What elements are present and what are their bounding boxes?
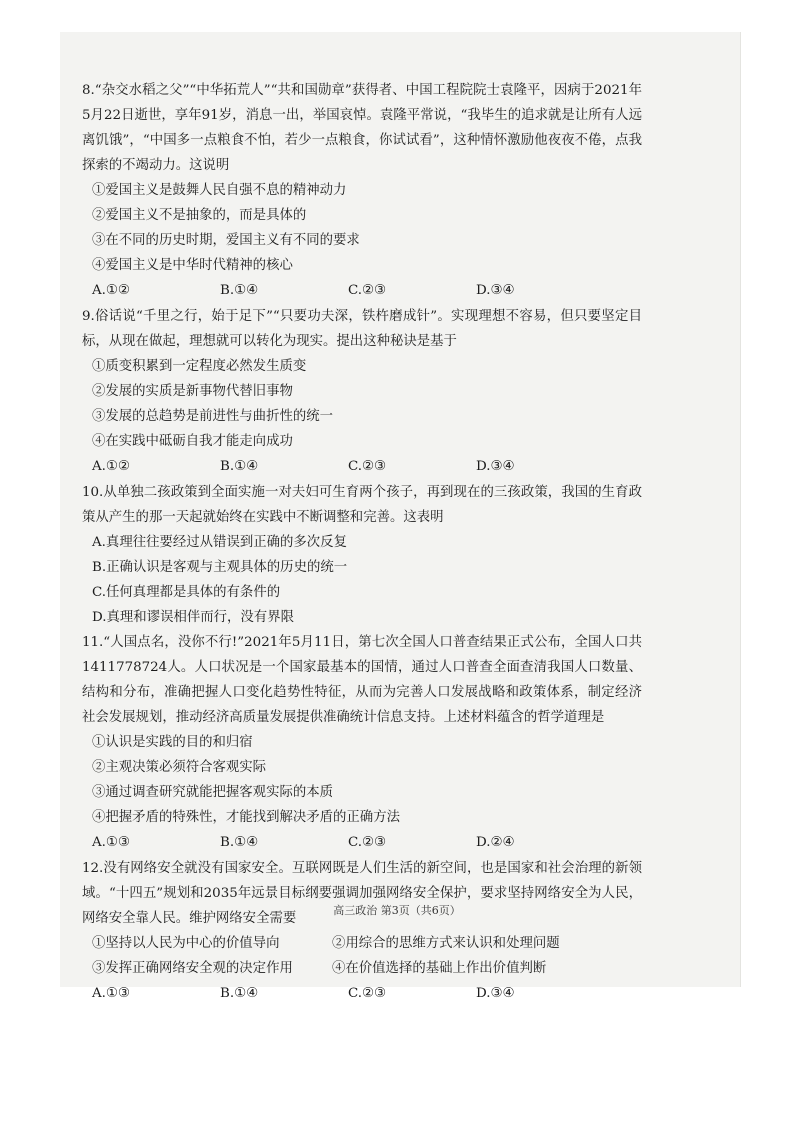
- choice-a: A.①③: [92, 835, 130, 850]
- choice-a: A.①③: [92, 986, 130, 1001]
- answer-choices: [82, 278, 642, 303]
- choice-a: A.①②: [92, 459, 130, 474]
- choice-b: B.①④: [220, 283, 259, 298]
- exam-content: [82, 78, 642, 1007]
- question-stem: 10.从单独二孩政策到全面实施一对夫妇可生育两个孩子，再到现在的三孩政策，我国的生育政策从产生的那一天起就始终在实践中不断调整和完善。这表明: [82, 485, 642, 525]
- choice-d: D.②④: [476, 835, 515, 850]
- answer-option-d: D.真理和谬误相伴而行，没有界限: [92, 610, 294, 625]
- choice-b: B.①④: [220, 459, 259, 474]
- question-10: [82, 480, 642, 630]
- question-12: [82, 856, 642, 1006]
- question-8: [82, 78, 642, 303]
- statement-option: ①认识是实践的目的和归宿: [92, 735, 253, 750]
- statement-option: ①坚持以人民为中心的价值导向: [92, 936, 280, 951]
- statement-option: ③发挥正确网络安全观的决定作用: [92, 961, 293, 976]
- choice-c: C.②③: [348, 283, 387, 298]
- statement-option: ③发展的总趋势是前进性与曲折性的统一: [92, 409, 334, 424]
- answer-option-c: C.任何真理都是具体的有条件的: [92, 585, 281, 600]
- question-stem: 8.“杂交水稻之父”“中华拓荒人”“共和国勋章”获得者、中国工程院院士袁隆平，因病于2021年5月22日逝世，享年91岁，消息一出，举国哀悼。袁隆平常说，“我毕生的追求就是让所有人远离饥饿”，“中国多一点粮食不怕，若少一点粮食，你试试看”，这种情怀激励他夜夜不倦，点我探索的不竭动力。这说明: [82, 83, 642, 173]
- question-9: [82, 304, 642, 479]
- choice-b: B.①④: [220, 986, 259, 1001]
- statement-option: ④把握矛盾的特殊性，才能找到解决矛盾的正确方法: [92, 810, 400, 825]
- statement-option: ②发展的实质是新事物代替旧事物: [92, 384, 293, 399]
- statement-option: ②爱国主义不是抽象的，而是具体的: [92, 208, 307, 223]
- answer-choices: [82, 981, 642, 1006]
- statement-option: ②用综合的思维方式来认识和处理问题: [332, 936, 560, 951]
- statement-row: [82, 931, 642, 956]
- question-11: [82, 630, 642, 855]
- answer-option-a: A.真理往往要经过从错误到正确的多次反复: [92, 535, 347, 550]
- question-stem: 9.俗话说“千里之行，始于足下”“只要功夫深，铁杵磨成针”。实现理想不容易，但只要坚定目标，从现在做起，理想就可以转化为现实。提出这种秘诀是基于: [82, 309, 642, 349]
- statement-option: ④爱国主义是中华时代精神的核心: [92, 258, 293, 273]
- statement-option: ③通过调查研究就能把握客观实际的本质: [92, 785, 334, 800]
- choice-c: C.②③: [348, 835, 387, 850]
- question-stem: 11.“人国点名，没你不行!”2021年5月11日，第七次全国人口普查结果正式公布，全国人口共1411778724人。人口状况是一个国家最基本的国情，通过人口普查全面查清我国人口数量、结构和分布，准确把握人口变化趋势性特征，从而为完善人口发展战略和政策体系，制定经济社会发展规划，推动经济高质量发展提供准确统计信息支持。上述材料蕴含的哲学道理是: [82, 635, 642, 725]
- choice-b: B.①④: [220, 835, 259, 850]
- choice-d: D.③④: [476, 459, 515, 474]
- statement-option: ③在不同的历史时期，爱国主义有不同的要求: [92, 233, 360, 248]
- choice-d: D.③④: [476, 283, 515, 298]
- choice-c: C.②③: [348, 459, 387, 474]
- question-stem: 12.没有网络安全就没有国家安全。互联网既是人们生活的新空间，也是国家和社会治理的新领域。“十四五”规划和2035年远景目标纲要强调加强网络安全保护，要求坚持网络安全为人民，网络安全靠人民。维护网络安全需要: [82, 861, 642, 926]
- statement-option: ②主观决策必须符合客观实际: [92, 760, 267, 775]
- choice-d: D.③④: [476, 986, 515, 1001]
- choice-a: A.①②: [92, 283, 130, 298]
- answer-choices: [82, 454, 642, 479]
- page-footer: 高三政治 第3页（共6页）: [333, 904, 461, 917]
- choice-c: C.②③: [348, 986, 387, 1001]
- statement-option: ④在价值选择的基础上作出价值判断: [332, 961, 547, 976]
- statement-row: [82, 956, 642, 981]
- answer-choices: [82, 830, 642, 855]
- answer-option-b: B.正确认识是客观与主观具体的历史的统一: [92, 560, 348, 575]
- statement-option: ①质变积累到一定程度必然发生质变: [92, 359, 307, 374]
- statement-option: ④在实践中砥砺自我才能走向成功: [92, 434, 293, 449]
- statement-option: ①爱国主义是鼓舞人民自强不息的精神动力: [92, 183, 347, 198]
